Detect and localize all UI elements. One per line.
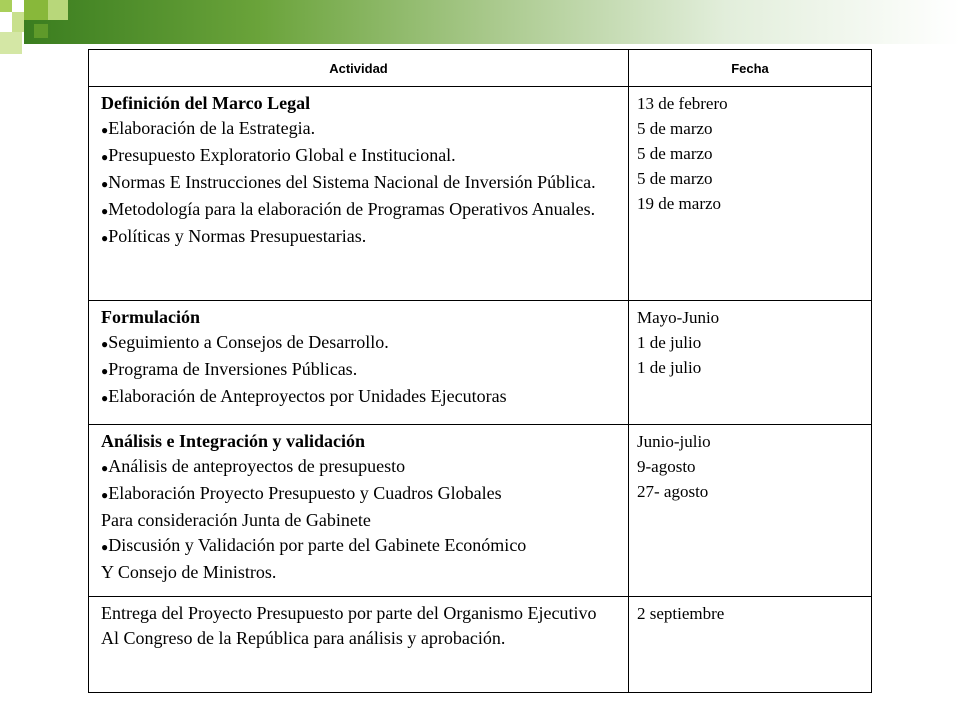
date-value: 1 de julio: [637, 358, 702, 377]
list-item: ●Metodología para la elaboración de Programas Operativos Anuales.: [101, 199, 596, 219]
date-value: 5 de marzo: [637, 119, 713, 138]
list-item: ●Discusión y Validación por parte del Gabinete Económico: [101, 535, 527, 555]
bullet-icon: ●: [101, 364, 109, 378]
decorative-square: [0, 0, 12, 12]
list-item: ●Presupuesto Exploratorio Global e Institucional.: [101, 145, 456, 165]
date-value: 5 de marzo: [637, 144, 713, 163]
table-row: [89, 301, 872, 425]
date-value: 2 septiembre: [637, 604, 725, 623]
schedule-table: [88, 49, 872, 693]
header-banner: [24, 0, 960, 44]
list-item: ●Programa de Inversiones Públicas.: [101, 359, 358, 379]
decorative-square: [0, 32, 22, 54]
date-cell: [629, 597, 872, 693]
decorative-square: [12, 12, 24, 32]
date-cell: [629, 301, 872, 425]
list-item: ●Elaboración de la Estrategia.: [101, 118, 316, 138]
bullet-icon: ●: [101, 204, 109, 218]
decorative-square: [34, 24, 48, 38]
table-row: [89, 87, 872, 301]
list-item-continuation: Y Consejo de Ministros.: [101, 562, 277, 582]
bullet-icon: ●: [101, 337, 109, 351]
phase-title: Definición del Marco Legal: [101, 93, 311, 113]
date-value: 19 de marzo: [637, 194, 722, 213]
date-value: 13 de febrero: [637, 94, 728, 113]
bullet-icon: ●: [101, 461, 109, 475]
date-column-header: Fecha: [629, 50, 872, 87]
activity-text: Al Congreso de la República para análisis y aprobación.: [101, 628, 506, 648]
list-item: ●Análisis de anteproyectos de presupuesto: [101, 456, 406, 476]
date-value: 5 de marzo: [637, 169, 713, 188]
bullet-icon: ●: [101, 150, 109, 164]
date-cell: [629, 425, 872, 597]
activity-column-header: Actividad: [89, 50, 629, 87]
table-row: [89, 597, 872, 693]
bullet-icon: ●: [101, 488, 109, 502]
list-item: ●Seguimiento a Consejos de Desarrollo.: [101, 332, 389, 352]
date-cell: [629, 87, 872, 301]
activity-cell: [89, 597, 629, 693]
date-value: 27- agosto: [637, 482, 709, 501]
phase-title: Análisis e Integración y validación: [101, 431, 366, 451]
activity-cell: [89, 301, 629, 425]
date-value: Junio-julio: [637, 432, 711, 451]
list-item: ●Elaboración de Anteproyectos por Unidades Ejecutoras: [101, 386, 507, 406]
list-item: ●Normas E Instrucciones del Sistema Nacional de Inversión Pública.: [101, 172, 596, 192]
bullet-icon: ●: [101, 177, 109, 191]
date-value: 9-agosto: [637, 457, 696, 476]
list-item: ●Elaboración Proyecto Presupuesto y Cuadros Globales: [101, 483, 502, 503]
list-item-continuation: Para consideración Junta de Gabinete: [101, 510, 371, 530]
activity-cell: [89, 425, 629, 597]
bullet-icon: ●: [101, 391, 109, 405]
table-header-row: [89, 50, 872, 87]
bullet-icon: ●: [101, 540, 109, 554]
decorative-square: [48, 0, 68, 20]
date-value: Mayo-Junio: [637, 308, 720, 327]
table-row: [89, 425, 872, 597]
activity-text: Entrega del Proyecto Presupuesto por parte del Organismo Ejecutivo: [101, 603, 597, 623]
bullet-icon: ●: [101, 123, 109, 137]
list-item: ●Políticas y Normas Presupuestarias.: [101, 226, 367, 246]
bullet-icon: ●: [101, 231, 109, 245]
phase-title: Formulación: [101, 307, 200, 327]
activity-cell: [89, 87, 629, 301]
decorative-square: [24, 0, 48, 20]
date-value: 1 de julio: [637, 333, 702, 352]
